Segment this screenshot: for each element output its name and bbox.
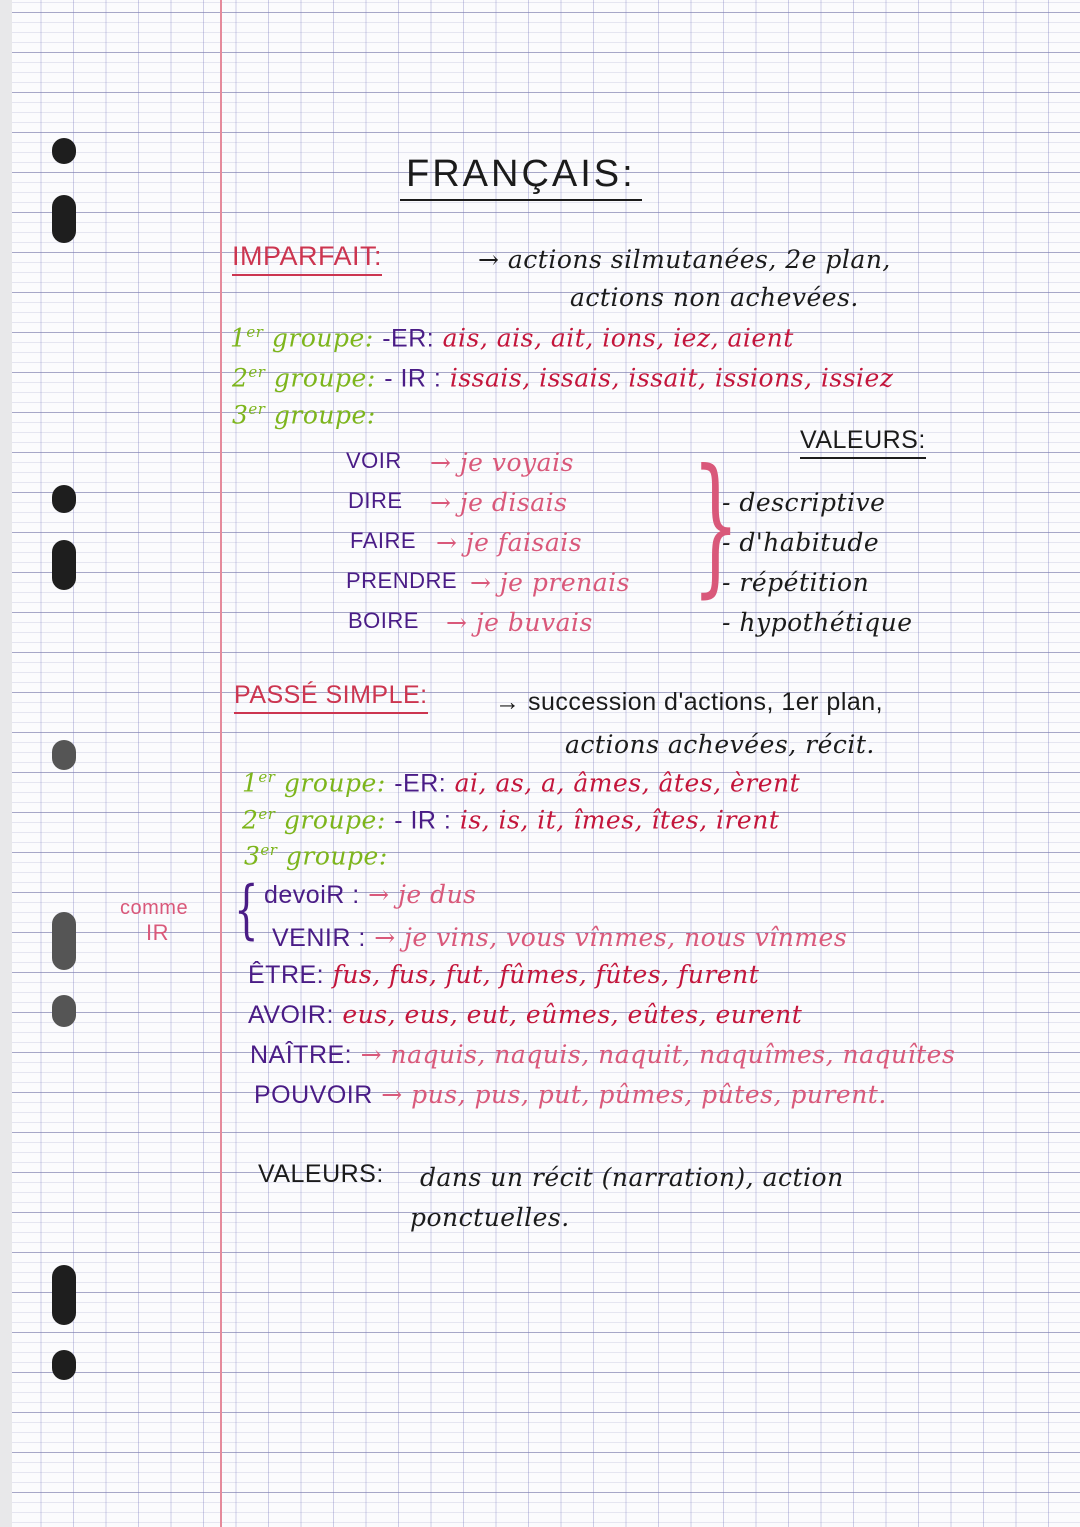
verb-form: fus, fus, fut, fûmes, fûtes, furent [332,960,760,989]
group-suffix: - IR : [384,364,442,393]
imparfait-valeurs-heading: VALEURS: [800,428,926,459]
verb-form: → je vins, vous vînmes, nous vînmes [374,923,848,952]
group-sup: er [246,323,264,341]
group-label: groupe: [271,323,374,353]
passe-simple-group-1 [242,770,800,796]
binder-hole [52,1350,76,1380]
group-endings: ais, ais, ait, ions, iez, aient [442,323,794,353]
passe-simple-valeurs-text-2: ponctuelles. [410,1203,570,1232]
verb-form: eus, eus, eut, eûmes, eûtes, eurent [342,1000,803,1029]
irregular-devoir [264,882,477,908]
group-label: groupe: [283,768,386,798]
group-suffix: - IR : [394,806,452,835]
verb-boire: BOIRE [348,608,419,633]
passe-simple-group-3 [244,841,388,871]
group-sup: er [248,400,266,418]
binder-hole [52,1265,76,1325]
verb-form: → pus, pus, put, pûmes, pûtes, purent. [381,1080,887,1109]
verb: devoiR : [264,881,360,909]
verb-dire: DIRE [348,488,403,513]
group-number: 1 [242,768,259,798]
group-sup: er [258,768,276,786]
brace-icon: { [234,873,259,947]
comme-note-ir: IR [146,920,169,945]
passe-simple-desc-2: actions achevées, récit. [565,730,875,759]
brace-icon: } [691,438,740,612]
group-number: 2 [232,363,249,393]
verb-prendre: PRENDRE [346,568,458,593]
passe-simple-group-2 [242,807,779,833]
comme-note: comme [120,897,189,919]
group-number: 1 [230,323,247,353]
binder-hole [52,740,76,770]
imparfait-group-3 [232,400,376,430]
valeur-item: - descriptive [722,488,886,517]
group-suffix: -ER: [382,324,435,353]
valeur-item: - répétition [722,568,870,597]
page-edge [0,0,12,1527]
valeur-item: - d'habitude [722,528,880,557]
verb-prendre-form: → je prenais [470,568,630,597]
verb: POUVOIR [254,1081,373,1109]
group-endings: is, is, it, îmes, îtes, irent [459,805,780,835]
group-number: 2 [242,805,259,835]
imparfait-group-1 [230,325,794,351]
valeur-item: - hypothétique [722,608,913,637]
verb: VENIR : [272,924,366,952]
verb: NAÎTRE: [250,1041,353,1069]
verb-voir: VOIR [346,448,402,473]
group-label: groupe: [273,400,376,430]
verb-dire-form: → je disais [430,488,568,517]
binder-hole [52,195,76,243]
page-title: FRANÇAIS: [400,155,642,201]
group-number: 3 [244,841,261,871]
passe-simple-desc-1: → succession d'actions, 1er plan, [495,688,884,716]
group-endings: ai, as, a, âmes, âtes, èrent [454,768,801,798]
binder-hole [52,138,76,164]
binder-hole [52,995,76,1027]
group-suffix: -ER: [394,769,447,798]
imparfait-desc-2: actions non achevées. [570,283,859,312]
irregular-pouvoir [254,1082,887,1108]
verb-voir-form: → je voyais [430,448,574,477]
verb-faire-form: → je faisais [436,528,583,557]
irregular-venir [272,925,847,951]
verb-faire: FAIRE [350,528,417,553]
group-sup: er [248,363,266,381]
irregular-naitre [250,1042,955,1068]
verb: ÊTRE: [248,961,325,989]
imparfait-heading: IMPARFAIT: [232,243,382,276]
passe-simple-valeurs-text-1: dans un récit (narration), action [420,1163,844,1192]
group-label: groupe: [283,805,386,835]
binder-hole [52,540,76,590]
verb-boire-form: → je buvais [446,608,593,637]
group-sup: er [260,841,278,859]
margin-line [220,0,222,1527]
verb: AVOIR: [248,1001,334,1029]
irregular-etre [248,962,759,988]
irregular-avoir [248,1002,802,1028]
group-label: groupe: [285,841,388,871]
passe-simple-heading: PASSÉ SIMPLE: [234,683,428,714]
imparfait-desc-1: → actions silmutanées, 2e plan, [478,245,891,274]
binder-hole [52,485,76,513]
verb-form: → je dus [368,880,477,909]
group-sup: er [258,805,276,823]
binder-hole [52,912,76,970]
group-endings: issais, issais, issait, issions, issiez [449,363,894,393]
imparfait-group-2 [232,365,894,391]
group-number: 3 [232,400,249,430]
group-label: groupe: [273,363,376,393]
verb-form: → naquis, naquis, naquit, naquîmes, naquîtes [360,1040,956,1069]
passe-simple-valeurs-label: VALEURS: [258,1160,384,1188]
